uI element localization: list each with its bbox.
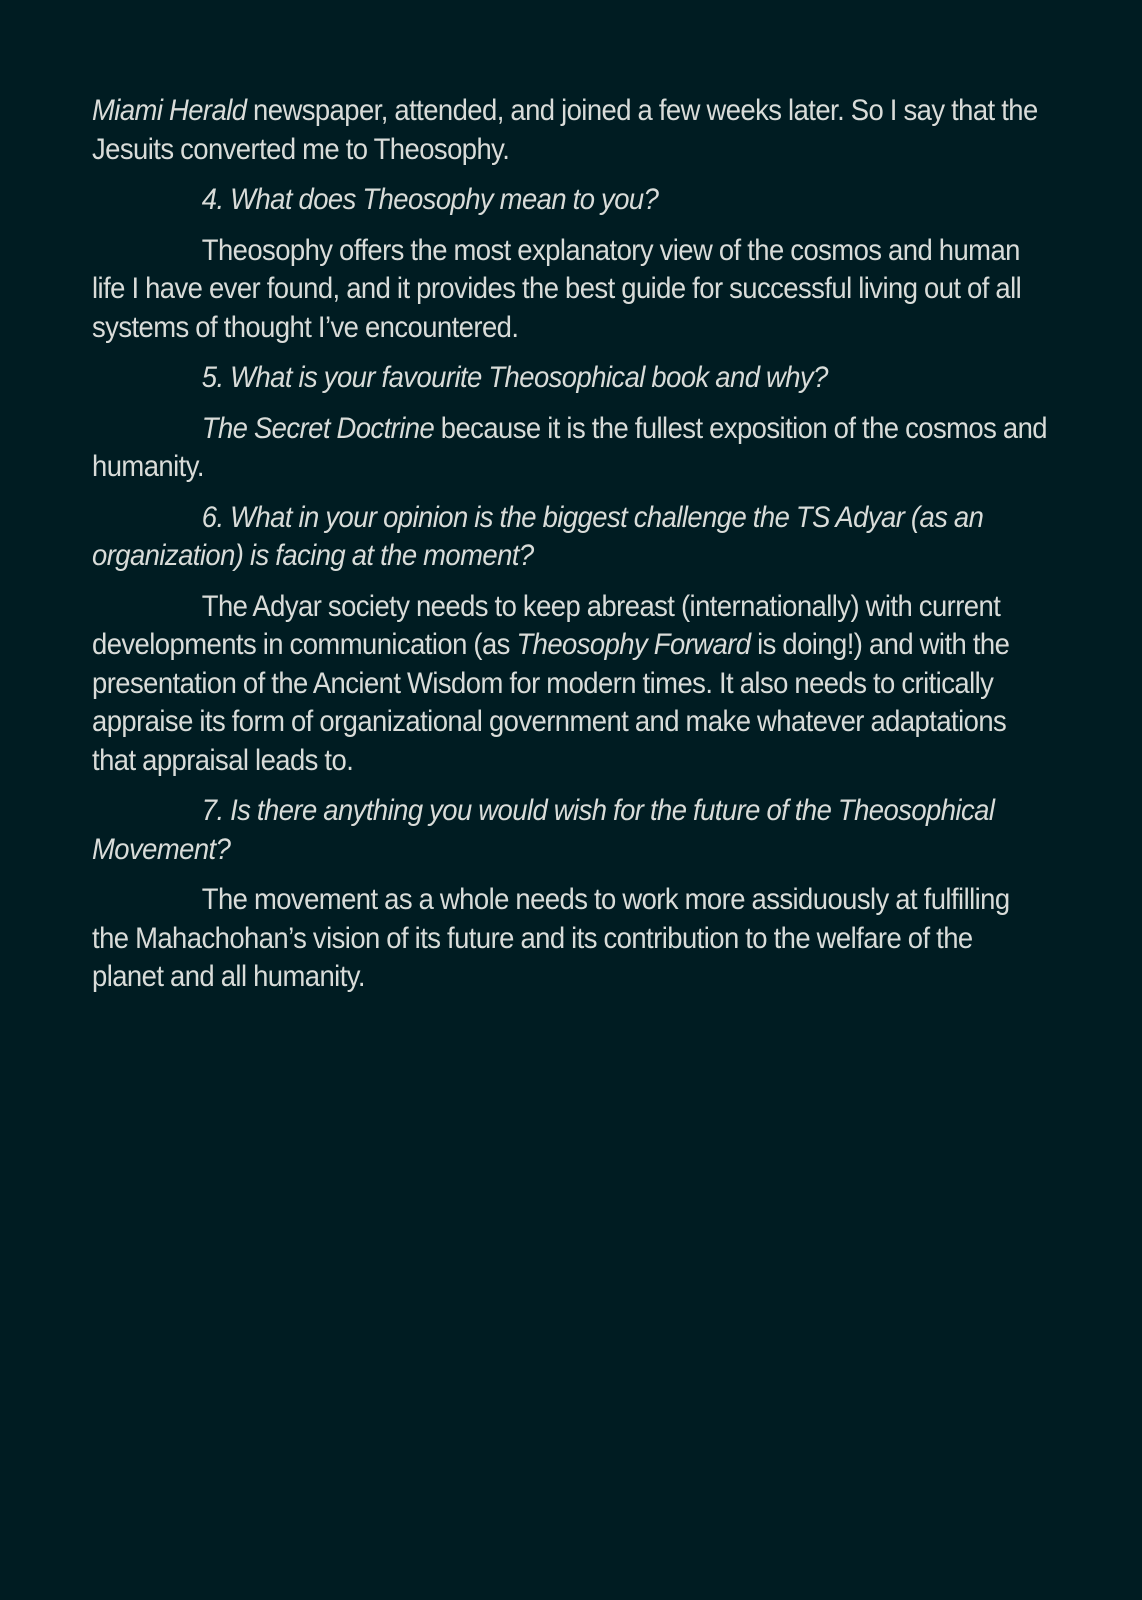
intro-text: newspaper, attended, and joined a few weeks later. So I say that the Jesuits converted me to Theosophy. xyxy=(92,94,1038,166)
answer-6-text-before: The Adyar society needs to keep abreast (internationally) with current developments in communication (as xyxy=(92,589,1001,661)
question-4: 4. What does Theosophy mean to you? xyxy=(201,183,659,216)
answer-4: Theosophy offers the most explanatory view of the cosmos and human life I have ever found, and it provides the best guide for successful living out of all systems of thought I’ve encountered. xyxy=(92,233,1022,344)
newspaper-title: Miami Herald xyxy=(92,94,247,127)
answer-6 xyxy=(92,588,1050,781)
publication-title: Theosophy Forward xyxy=(516,628,751,661)
question-7: 7. Is there anything you would wish for the future of the Theosophical Movement? xyxy=(92,794,995,866)
question-5: 5. What is your favourite Theosophical book and why? xyxy=(201,361,828,394)
answer-5-text: because it is the fullest exposition of the cosmos and humanity. xyxy=(92,411,1047,483)
answer-7: The movement as a whole needs to work more assiduously at fulfilling the Mahachohan’s vision of its future and its contribution to the welfare of the planet and all humanity. xyxy=(92,883,1010,993)
paragraph-intro-continuation xyxy=(92,92,1050,169)
question-6: 6. What in your opinion is the biggest challenge the TS Adyar (as an organization) is facing at the moment? xyxy=(92,500,984,572)
book-title: The Secret Doctrine xyxy=(201,411,435,445)
answer-5 xyxy=(92,410,1050,487)
answer-6-text-after: is doing!) and with the presentation of the Ancient Wisdom for modern times. It also needs to critically appraise its form of organizational government and make whatever adaptations that appraisal leads to. xyxy=(92,628,1010,777)
